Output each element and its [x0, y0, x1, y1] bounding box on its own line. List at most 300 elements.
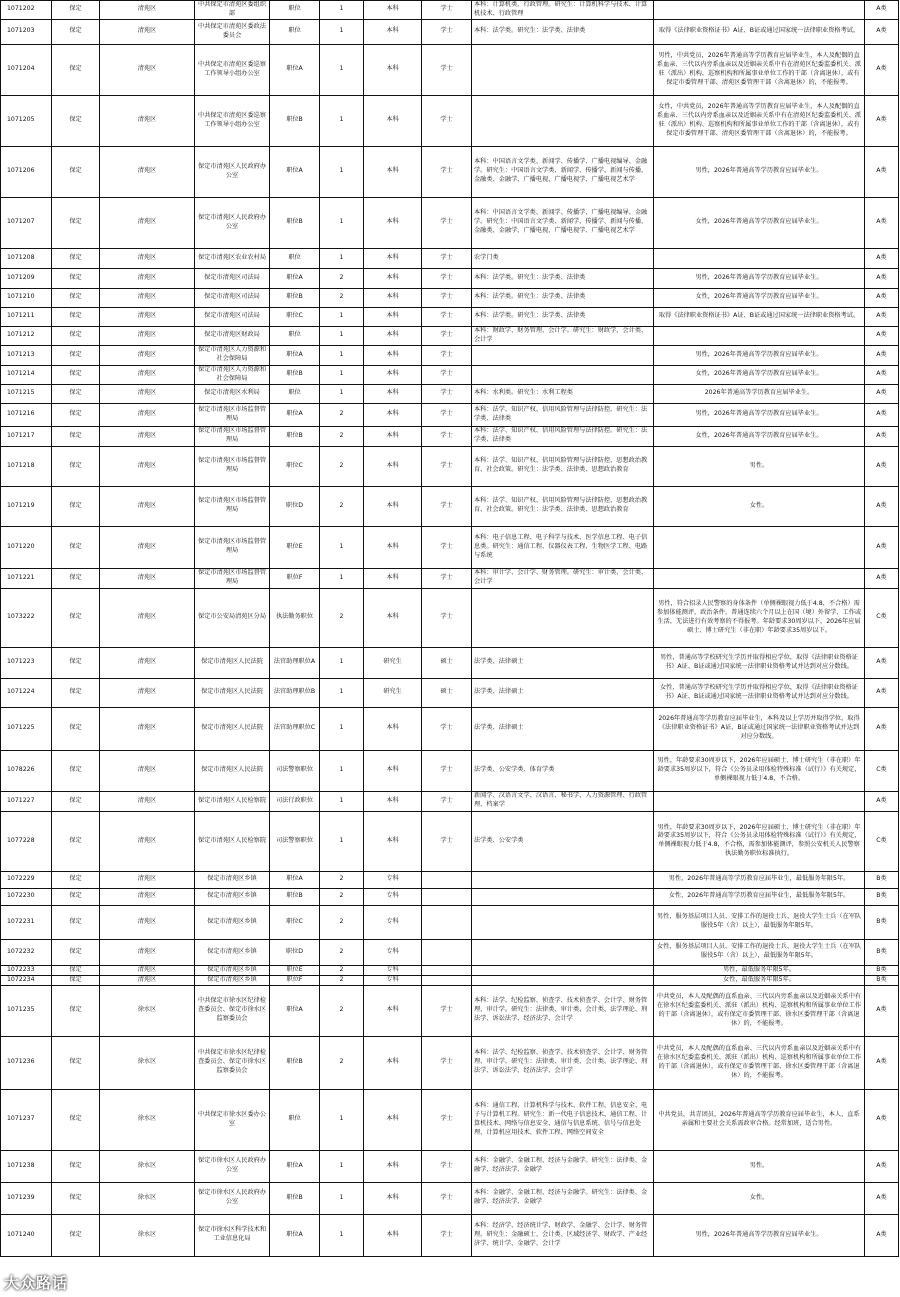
- major-cell: 本科：水利类。研究生：水利工程类: [472, 384, 654, 403]
- exam-category-cell: A类: [865, 307, 899, 326]
- major-cell: 法学类、法律硕士: [472, 678, 654, 707]
- table-row: [1, 985, 899, 1036]
- hire-count-cell: 1: [320, 1150, 364, 1182]
- other-conditions-cell: 男性。: [654, 446, 865, 486]
- table-row: [1, 965, 899, 975]
- city-cell: 保定: [52, 965, 100, 975]
- degree-cell: 学士: [422, 1, 472, 20]
- exam-category-cell: A类: [865, 197, 899, 248]
- exam-category-cell: A类: [865, 446, 899, 486]
- hire-count-cell: 1: [320, 707, 364, 750]
- city-cell: 保定: [52, 288, 100, 307]
- district-cell: 徐水区: [100, 1036, 195, 1089]
- major-cell: 本科：中国语言文学类、新闻学、传播学、广播电视编导、金融学。研究生：中国语言文学类、新闻学、传播学、新闻与传播、金融类、金融学、广播电视、广播电视学、广播电视艺术学: [472, 146, 654, 197]
- degree-cell: 学士: [422, 288, 472, 307]
- exam-category-cell: A类: [865, 985, 899, 1036]
- position-code-cell: 1071225: [1, 707, 52, 750]
- table-row: [1, 678, 899, 707]
- education-cell: 本科: [364, 326, 422, 345]
- city-cell: 保定: [52, 1, 100, 20]
- position-code-cell: 1071214: [1, 365, 52, 384]
- other-conditions-cell: [654, 1, 865, 20]
- hire-count-cell: 2: [320, 888, 364, 905]
- city-cell: 保定: [52, 588, 100, 647]
- agency-cell: 保定市清苑区乡镇: [195, 975, 270, 985]
- degree-cell: [422, 965, 472, 975]
- position-name-cell: 职位E: [270, 526, 320, 568]
- agency-cell: 保定市清苑区市场监督管理局: [195, 426, 270, 446]
- exam-category-cell: A类: [865, 384, 899, 403]
- major-cell: [472, 939, 654, 965]
- exam-category-cell: A类: [865, 678, 899, 707]
- district-cell: 清苑区: [100, 446, 195, 486]
- position-code-cell: 1077228: [1, 811, 52, 871]
- hire-count-cell: 1: [320, 146, 364, 197]
- position-name-cell: 职位D: [270, 486, 320, 526]
- table-row: [1, 1089, 899, 1150]
- degree-cell: 学士: [422, 326, 472, 345]
- agency-cell: 保定市清苑区乡镇: [195, 965, 270, 975]
- agency-cell: 中共保定市清苑区委巡察工作领导小组办公室: [195, 95, 270, 146]
- other-conditions-cell: 男性，最低服务年限5年。: [654, 965, 865, 975]
- education-cell: 本科: [364, 446, 422, 486]
- position-name-cell: 职位A: [270, 146, 320, 197]
- degree-cell: 学士: [422, 1150, 472, 1182]
- table-row: [1, 19, 899, 44]
- exam-category-cell: A类: [865, 1036, 899, 1089]
- major-cell: [472, 95, 654, 146]
- position-code-cell: 1071212: [1, 326, 52, 345]
- job-table-body: [1, 1, 899, 1257]
- city-cell: 保定: [52, 146, 100, 197]
- table-row: [1, 345, 899, 365]
- other-conditions-cell: 女性，2026年普通高等学历教育应届毕业生。: [654, 288, 865, 307]
- city-cell: 保定: [52, 19, 100, 44]
- major-cell: 法学类、法律硕士: [472, 647, 654, 678]
- major-cell: 本科：审计学、会计学、财务管理。研究生：审计类、会计类、会计学: [472, 568, 654, 588]
- education-cell: 专科: [364, 965, 422, 975]
- district-cell: 清苑区: [100, 288, 195, 307]
- table-row: [1, 486, 899, 526]
- hire-count-cell: 1: [320, 384, 364, 403]
- education-cell: 本科: [364, 288, 422, 307]
- agency-cell: 保定市清苑区乡镇: [195, 939, 270, 965]
- hire-count-cell: 1: [320, 526, 364, 568]
- position-name-cell: 职位A: [270, 268, 320, 288]
- other-conditions-cell: 男性，年龄要求30周岁以下，2026年应届硕士、博士研究生（非在职）年龄要求35周岁以下，符合《公务员录用体检特殊标准（试行）》有关规定，单侧裸眼视力低于4.8，不合格，需参加体能测评，参照公安机关人民警察执法勤务职位标准执行。: [654, 811, 865, 871]
- education-cell: 本科: [364, 985, 422, 1036]
- position-code-cell: 1071235: [1, 985, 52, 1036]
- education-cell: 本科: [364, 811, 422, 871]
- table-row: [1, 871, 899, 888]
- hire-count-cell: 2: [320, 905, 364, 939]
- major-cell: [472, 905, 654, 939]
- position-code-cell: 1072234: [1, 975, 52, 985]
- table-row: [1, 647, 899, 678]
- degree-cell: 学士: [422, 750, 472, 791]
- education-cell: 专科: [364, 888, 422, 905]
- hire-count-cell: 2: [320, 486, 364, 526]
- position-name-cell: 职位: [270, 19, 320, 44]
- position-name-cell: 职位: [270, 384, 320, 403]
- table-row: [1, 446, 899, 486]
- hire-count-cell: 2: [320, 975, 364, 985]
- degree-cell: 学士: [422, 1089, 472, 1150]
- city-cell: 保定: [52, 568, 100, 588]
- hire-count-cell: 1: [320, 678, 364, 707]
- exam-category-cell: A类: [865, 1089, 899, 1150]
- district-cell: 清苑区: [100, 1, 195, 20]
- city-cell: 保定: [52, 268, 100, 288]
- position-code-cell: 1071227: [1, 791, 52, 811]
- major-cell: 本科：法学、知识产权、信用风险管理与法律防控、思想政治教育、社会政策。研究生：法学类、法律类、思想政治教育: [472, 446, 654, 486]
- position-code-cell: 1072232: [1, 939, 52, 965]
- position-name-cell: 司法行政职位: [270, 791, 320, 811]
- agency-cell: 保定市清苑区人民法院: [195, 707, 270, 750]
- table-row: [1, 791, 899, 811]
- agency-cell: 中共保定市徐水区委办公室: [195, 1089, 270, 1150]
- other-conditions-cell: 女性，2026年普通高等学历教育应届毕业生。: [654, 426, 865, 446]
- major-cell: [472, 888, 654, 905]
- city-cell: 保定: [52, 811, 100, 871]
- position-name-cell: 职位A: [270, 1150, 320, 1182]
- district-cell: 清苑区: [100, 426, 195, 446]
- position-name-cell: 职位F: [270, 568, 320, 588]
- position-code-cell: 1071218: [1, 446, 52, 486]
- position-name-cell: 职位B: [270, 288, 320, 307]
- major-cell: 本科：中国语言文学类、新闻学、传播学、广播电视编导、金融学。研究生：中国语言文学类、新闻学、传播学、新闻与传播、金融类、金融学、广播电视、广播电视学、广播电视艺术学: [472, 197, 654, 248]
- district-cell: 清苑区: [100, 486, 195, 526]
- other-conditions-cell: 女性，普通高等学校研究生学历并取得相应学位，取得《法律职业资格证书》A证、B证或通过国家统一法律职业资格考试并达到对应分数线。: [654, 678, 865, 707]
- table-row: [1, 1214, 899, 1256]
- position-name-cell: 职位: [270, 326, 320, 345]
- education-cell: 本科: [364, 568, 422, 588]
- degree-cell: 学士: [422, 446, 472, 486]
- major-cell: [472, 365, 654, 384]
- hire-count-cell: 2: [320, 426, 364, 446]
- hire-count-cell: 1: [320, 791, 364, 811]
- hire-count-cell: 2: [320, 588, 364, 647]
- other-conditions-cell: 女性，服务基层项目人员、安排工作的退役士兵、退役大学生士兵（在军队服役5年（含）以上），最低服务年限5年。: [654, 939, 865, 965]
- position-name-cell: 职位A: [270, 403, 320, 426]
- agency-cell: 保定市公安局清苑区分局: [195, 588, 270, 647]
- table-row: [1, 811, 899, 871]
- district-cell: 清苑区: [100, 197, 195, 248]
- city-cell: 保定: [52, 888, 100, 905]
- position-code-cell: 1071210: [1, 288, 52, 307]
- major-cell: 本科：金融学、金融工程、经济与金融学。研究生：法律类、金融学、经济法学、金融学: [472, 1150, 654, 1182]
- exam-category-cell: A类: [865, 1214, 899, 1256]
- city-cell: 保定: [52, 526, 100, 568]
- agency-cell: 保定市清苑区财政局: [195, 326, 270, 345]
- position-code-cell: 1071237: [1, 1089, 52, 1150]
- district-cell: 清苑区: [100, 939, 195, 965]
- other-conditions-cell: 女性，2026年普通高等学历教育应届毕业生。: [654, 197, 865, 248]
- position-code-cell: 1072229: [1, 871, 52, 888]
- degree-cell: 学士: [422, 1036, 472, 1089]
- hire-count-cell: 2: [320, 403, 364, 426]
- major-cell: 本科：财政学、财务管理、会计学。研究生：财政学、会计类、会计学: [472, 326, 654, 345]
- exam-category-cell: C类: [865, 811, 899, 871]
- exam-category-cell: C类: [865, 588, 899, 647]
- position-name-cell: 职位B: [270, 197, 320, 248]
- education-cell: 本科: [364, 307, 422, 326]
- table-row: [1, 905, 899, 939]
- position-code-cell: 1071217: [1, 426, 52, 446]
- table-row: [1, 588, 899, 647]
- hire-count-cell: 1: [320, 44, 364, 95]
- degree-cell: 学士: [422, 526, 472, 568]
- other-conditions-cell: 男性。: [654, 1150, 865, 1182]
- agency-cell: 中共保定市徐水区纪律检查委员会、保定市徐水区监察委员会: [195, 1036, 270, 1089]
- position-code-cell: 1071223: [1, 647, 52, 678]
- position-name-cell: 职位B: [270, 888, 320, 905]
- degree-cell: [422, 975, 472, 985]
- degree-cell: 学士: [422, 365, 472, 384]
- degree-cell: 学士: [422, 811, 472, 871]
- hire-count-cell: 2: [320, 268, 364, 288]
- hire-count-cell: 1: [320, 1089, 364, 1150]
- hire-count-cell: 1: [320, 197, 364, 248]
- table-row: [1, 326, 899, 345]
- district-cell: 清苑区: [100, 95, 195, 146]
- exam-category-cell: A类: [865, 791, 899, 811]
- major-cell: 法学类、公安学类、体育学类: [472, 750, 654, 791]
- hire-count-cell: 1: [320, 365, 364, 384]
- position-code-cell: 1071236: [1, 1036, 52, 1089]
- district-cell: 清苑区: [100, 905, 195, 939]
- position-name-cell: 职位A: [270, 871, 320, 888]
- position-name-cell: 职位C: [270, 905, 320, 939]
- other-conditions-cell: 男性，2026年普通高等学历教育应届毕业生。: [654, 403, 865, 426]
- city-cell: 保定: [52, 1089, 100, 1150]
- other-conditions-cell: 男性，2026年普通高等学历教育应届毕业生。: [654, 268, 865, 288]
- agency-cell: 保定市清苑区乡镇: [195, 871, 270, 888]
- hire-count-cell: 1: [320, 1182, 364, 1214]
- position-code-cell: 1071216: [1, 403, 52, 426]
- exam-category-cell: A类: [865, 19, 899, 44]
- exam-category-cell: A类: [865, 326, 899, 345]
- district-cell: 徐水区: [100, 1150, 195, 1182]
- other-conditions-cell: 取得《法律职业资格证书》A证、B证或通过国家统一法律职业资格考试。: [654, 307, 865, 326]
- table-row: [1, 197, 899, 248]
- position-name-cell: 执法勤务职位: [270, 588, 320, 647]
- table-row: [1, 568, 899, 588]
- city-cell: 保定: [52, 365, 100, 384]
- city-cell: 保定: [52, 791, 100, 811]
- major-cell: [472, 588, 654, 647]
- position-name-cell: 职位C: [270, 307, 320, 326]
- degree-cell: 学士: [422, 248, 472, 268]
- major-cell: 法学类、公安学类: [472, 811, 654, 871]
- degree-cell: 学士: [422, 268, 472, 288]
- degree-cell: 学士: [422, 588, 472, 647]
- major-cell: 本科：法学、知识产权、信用风险管理与法律防控。研究生：法学类、法律类: [472, 426, 654, 446]
- district-cell: 清苑区: [100, 791, 195, 811]
- education-cell: 本科: [364, 95, 422, 146]
- other-conditions-cell: 男性，2026年普通高等学历教育应届毕业生。: [654, 146, 865, 197]
- district-cell: 清苑区: [100, 975, 195, 985]
- education-cell: 本科: [364, 1214, 422, 1256]
- hire-count-cell: 1: [320, 248, 364, 268]
- table-row: [1, 750, 899, 791]
- other-conditions-cell: 女性。: [654, 486, 865, 526]
- major-cell: 本科：计算机类、行政管理。研究生：计算机科学与技术、计算机技术、行政管理: [472, 1, 654, 20]
- agency-cell: 保定市清苑区人民法院: [195, 750, 270, 791]
- district-cell: 清苑区: [100, 568, 195, 588]
- education-cell: 本科: [364, 486, 422, 526]
- degree-cell: 学士: [422, 384, 472, 403]
- major-cell: 本科：法学类。研究生：法学类、法律类: [472, 288, 654, 307]
- degree-cell: [422, 871, 472, 888]
- agency-cell: 保定市徐水区科学技术和工业信息化局: [195, 1214, 270, 1256]
- position-code-cell: 1071205: [1, 95, 52, 146]
- district-cell: 清苑区: [100, 588, 195, 647]
- position-code-cell: 1071202: [1, 1, 52, 20]
- position-name-cell: 职位B: [270, 365, 320, 384]
- position-name-cell: 职位C: [270, 446, 320, 486]
- exam-category-cell: A类: [865, 44, 899, 95]
- hire-count-cell: 2: [320, 446, 364, 486]
- major-cell: 本科：法学、知识产权、信用风险管理与法律防控、思想政治教育、社会政策。研究生：法学类、法律类、思想政治教育: [472, 486, 654, 526]
- district-cell: 清苑区: [100, 871, 195, 888]
- degree-cell: 学士: [422, 95, 472, 146]
- other-conditions-cell: [654, 526, 865, 568]
- agency-cell: 保定市清苑区人力资源和社会保障局: [195, 345, 270, 365]
- major-cell: 本科：金融学、金融工程、经济与金融学。研究生：法律类、金融学、经济法学、金融学: [472, 1182, 654, 1214]
- education-cell: 研究生: [364, 678, 422, 707]
- hire-count-cell: 1: [320, 811, 364, 871]
- district-cell: 清苑区: [100, 44, 195, 95]
- exam-category-cell: A类: [865, 526, 899, 568]
- exam-category-cell: A类: [865, 647, 899, 678]
- position-name-cell: 职位B: [270, 1036, 320, 1089]
- degree-cell: 学士: [422, 146, 472, 197]
- degree-cell: [422, 905, 472, 939]
- education-cell: 本科: [364, 365, 422, 384]
- exam-category-cell: A类: [865, 486, 899, 526]
- district-cell: 清苑区: [100, 750, 195, 791]
- major-cell: [472, 871, 654, 888]
- other-conditions-cell: [654, 791, 865, 811]
- other-conditions-cell: 中共党员，本人及配偶的直系血亲、三代以内旁系血亲以及近姻亲关系中有在徐水区纪委监委机关、派驻（派出）机构、巡察机构和所属事业单位工作的干部（含离退休），或有保定市委管理干部、徐水区委管理干部（含离退休）的，不能报考。: [654, 985, 865, 1036]
- degree-cell: 学士: [422, 44, 472, 95]
- education-cell: 本科: [364, 146, 422, 197]
- watermark: 大众路话: [4, 1274, 69, 1292]
- table-row: [1, 248, 899, 268]
- city-cell: 保定: [52, 1214, 100, 1256]
- exam-category-cell: C类: [865, 750, 899, 791]
- degree-cell: 学士: [422, 307, 472, 326]
- table-row: [1, 365, 899, 384]
- other-conditions-cell: 男性，2026年普通高等学历教育应届毕业生。: [654, 1214, 865, 1256]
- education-cell: 本科: [364, 707, 422, 750]
- position-name-cell: 职位A: [270, 345, 320, 365]
- agency-cell: 保定市清苑区乡镇: [195, 888, 270, 905]
- agency-cell: 中共保定市徐水区纪律检查委员会、保定市徐水区监察委员会: [195, 985, 270, 1036]
- district-cell: 徐水区: [100, 1089, 195, 1150]
- position-code-cell: 1071240: [1, 1214, 52, 1256]
- other-conditions-cell: 男性，2026年普通高等学历教育应届毕业生。: [654, 345, 865, 365]
- major-cell: 农学门类: [472, 248, 654, 268]
- agency-cell: 保定市清苑区人民检察院: [195, 791, 270, 811]
- agency-cell: 保定市清苑区乡镇: [195, 905, 270, 939]
- exam-category-cell: A类: [865, 403, 899, 426]
- table-row: [1, 1150, 899, 1182]
- table-row: [1, 707, 899, 750]
- education-cell: 本科: [364, 384, 422, 403]
- position-code-cell: 1071206: [1, 146, 52, 197]
- position-code-cell: 1071224: [1, 678, 52, 707]
- education-cell: 专科: [364, 905, 422, 939]
- position-code-cell: 1072230: [1, 888, 52, 905]
- district-cell: 徐水区: [100, 1214, 195, 1256]
- agency-cell: 保定市清苑区人民法院: [195, 647, 270, 678]
- district-cell: 清苑区: [100, 268, 195, 288]
- exam-category-cell: B类: [865, 871, 899, 888]
- position-name-cell: 职位B: [270, 1182, 320, 1214]
- city-cell: 保定: [52, 1150, 100, 1182]
- degree-cell: 学士: [422, 19, 472, 44]
- table-row: [1, 403, 899, 426]
- position-name-cell: 法官助理职位B: [270, 678, 320, 707]
- position-code-cell: 1072231: [1, 905, 52, 939]
- agency-cell: 保定市清苑区农业农村局: [195, 248, 270, 268]
- district-cell: 清苑区: [100, 811, 195, 871]
- education-cell: 本科: [364, 526, 422, 568]
- position-code-cell: 1071239: [1, 1182, 52, 1214]
- agency-cell: 保定市清苑区市场监督管理局: [195, 568, 270, 588]
- agency-cell: 保定市清苑区市场监督管理局: [195, 403, 270, 426]
- district-cell: 清苑区: [100, 19, 195, 44]
- table-row: [1, 384, 899, 403]
- city-cell: 保定: [52, 486, 100, 526]
- degree-cell: 学士: [422, 197, 472, 248]
- other-conditions-cell: 男性，年龄要求30周岁以下，2026年应届硕士、博士研究生（非在职）年龄要求35周岁以下，符合《公务员录用体检特殊标准（试行）》有关规定，单侧裸眼视力低于4.8，不合格。: [654, 750, 865, 791]
- hire-count-cell: 2: [320, 1036, 364, 1089]
- district-cell: 清苑区: [100, 707, 195, 750]
- degree-cell: 学士: [422, 568, 472, 588]
- hire-count-cell: 2: [320, 985, 364, 1036]
- position-code-cell: 1071238: [1, 1150, 52, 1182]
- degree-cell: 学士: [422, 707, 472, 750]
- district-cell: 清苑区: [100, 888, 195, 905]
- education-cell: 本科: [364, 19, 422, 44]
- exam-category-cell: A类: [865, 1, 899, 20]
- other-conditions-cell: 男性，2026年普通高等学历教育应届毕业生，最低服务年限5年。: [654, 871, 865, 888]
- agency-cell: 保定市徐水区人民政府办公室: [195, 1150, 270, 1182]
- exam-category-cell: A类: [865, 365, 899, 384]
- agency-cell: 保定市清苑区人民政府办公室: [195, 146, 270, 197]
- city-cell: 保定: [52, 426, 100, 446]
- other-conditions-cell: 女性，中共党员，2026年普通高等学历教育应届毕业生，本人及配偶的直系血亲、三代以内旁系血亲以及近姻亲关系中有在清苑区纪委监委机关、派驻（派出）机构、巡察机构和所属事业单位工作的干部（含离退休），或有保定市委管理干部、清苑区委管理干部（含离退休）的，不能报考。: [654, 95, 865, 146]
- position-code-cell: 1072233: [1, 965, 52, 975]
- city-cell: 保定: [52, 647, 100, 678]
- table-row: [1, 146, 899, 197]
- degree-cell: 学士: [422, 1182, 472, 1214]
- city-cell: 保定: [52, 248, 100, 268]
- city-cell: 保定: [52, 975, 100, 985]
- degree-cell: [422, 888, 472, 905]
- position-name-cell: 职位A: [270, 1214, 320, 1256]
- hire-count-cell: 1: [320, 95, 364, 146]
- major-cell: 本科：法学、知识产权、信用风险管理与法律防控。研究生：法学类、法律类: [472, 403, 654, 426]
- major-cell: 法学类、法律硕士: [472, 707, 654, 750]
- education-cell: 本科: [364, 1036, 422, 1089]
- other-conditions-cell: 男性，中共党员，2026年普通高等学历教育应届毕业生，本人及配偶的直系血亲、三代以内旁系血亲以及近姻亲关系中有在清苑区纪委监委机关、派驻（派出）机构、巡察机构和所属事业单位工作的干部（含离退休），或有保定市委管理干部、清苑区委管理干部（含离退休）的，不能报考。: [654, 44, 865, 95]
- exam-category-cell: B类: [865, 888, 899, 905]
- major-cell: [472, 975, 654, 985]
